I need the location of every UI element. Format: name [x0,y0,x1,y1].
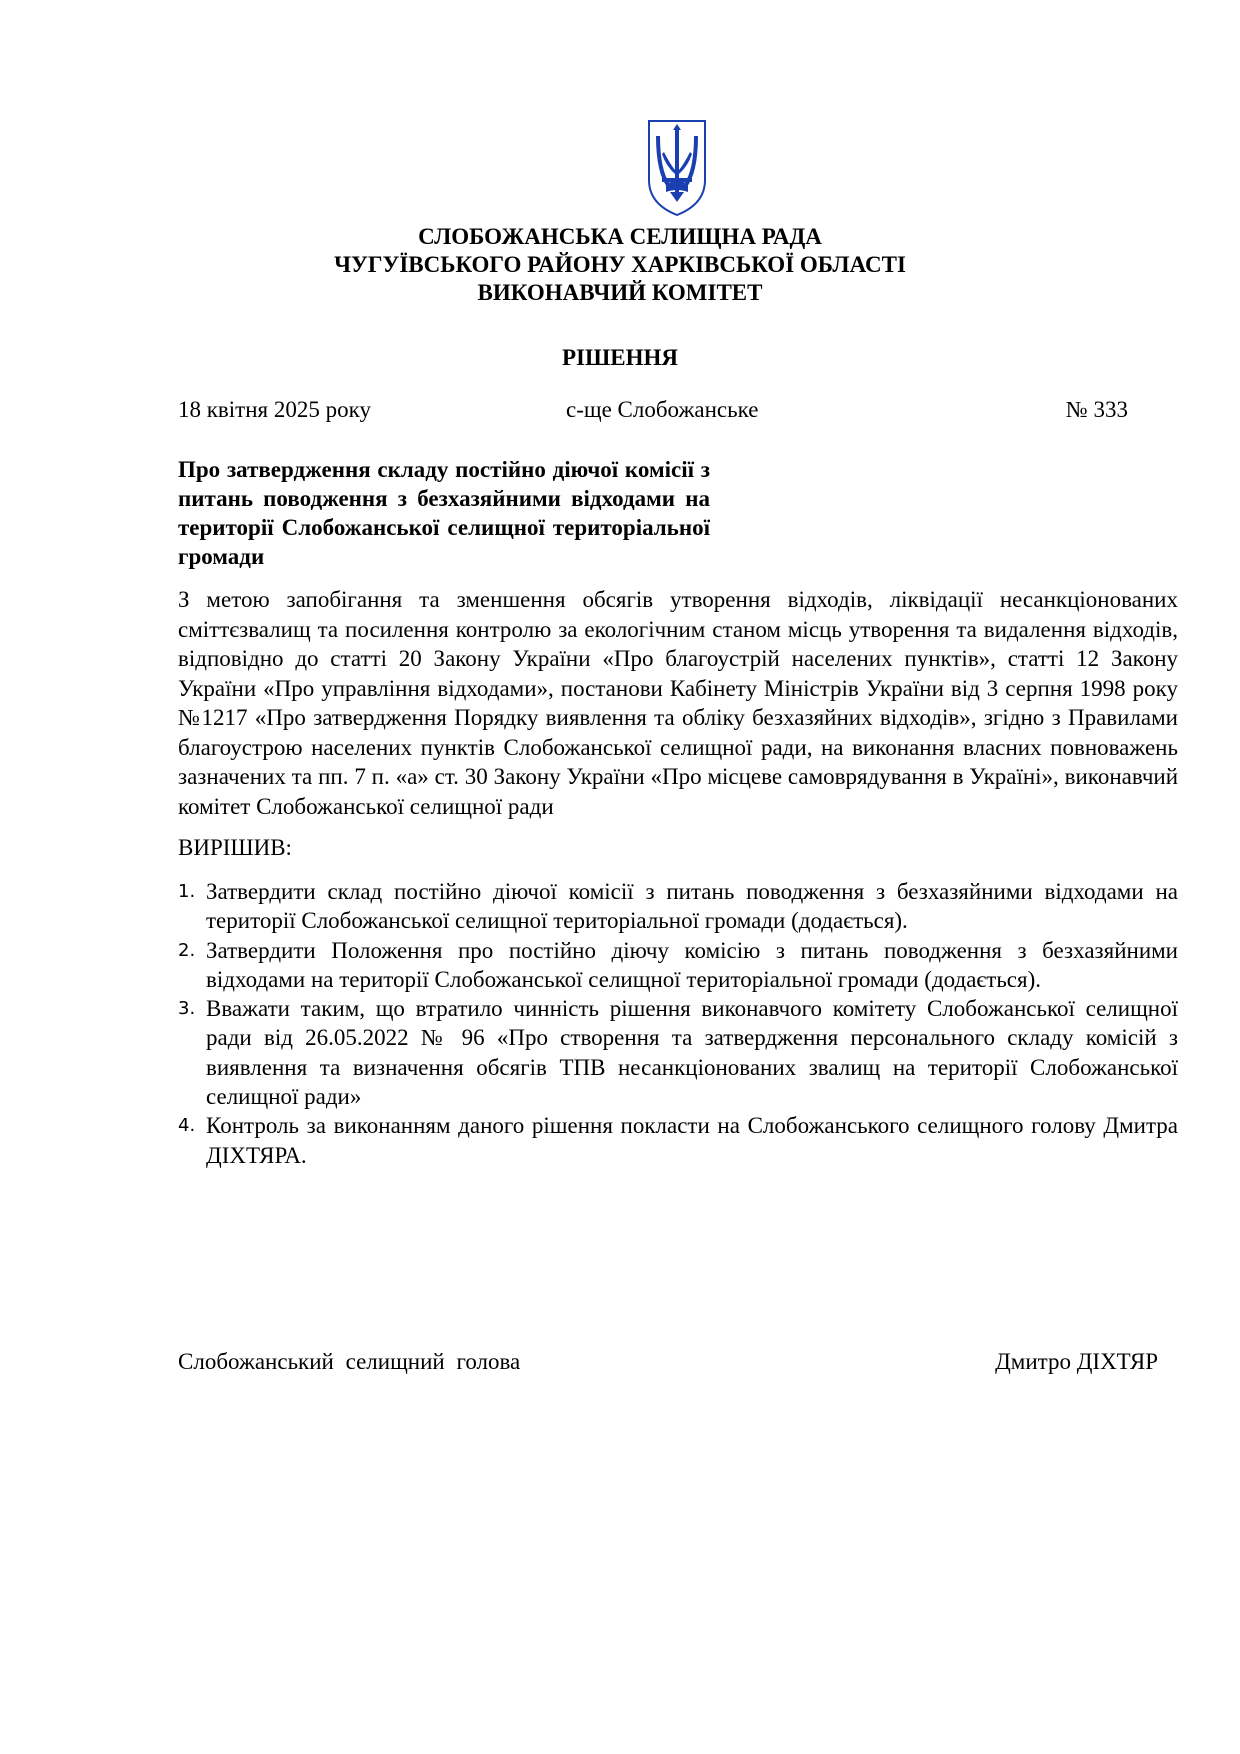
document-date: 18 квітня 2025 року [178,397,371,422]
item-number: 1. [178,881,196,902]
council-name: СЛОБОЖАНСЬКА СЕЛИЩНА РАДА [418,224,822,249]
list-item [178,994,1178,1111]
list-item [178,877,1178,936]
preamble-paragraph: З метою запобігання та зменшення обсягів утворення відходів, ліквідації несанкціонованих сміттєзвалищ та посилення контролю за екологічним станом місць утворення та видалення відходів, відповідно до статті 20 Закону України «Про благоустрій населених пунктів», статті 12 Закону України «Про управління відходами», постанови Кабінету Міністрів України від 3 серпня 1998 року №1217 «Про затвердження Порядку виявлення та обліку безхазяйних відходів», згідно з Правилами благоустрою населених пунктів Слобожанської селищної ради, на виконання власних повноважень зазначених та пп. 7 п. «а» ст. 30 Закону України «Про місцеве самоврядування в Україні», виконавчий комітет Слобожанської селищної ради [178,587,1178,819]
list-item [178,1111,1178,1170]
document-number: № 333 [1065,397,1128,422]
list-item [178,936,1178,995]
signatory-position: Слобожанський селищний голова [178,1349,521,1374]
document-place: с-ще Слобожанське [566,397,759,422]
document-meta [178,397,1128,427]
item-text: Контроль за виконанням даного рішення покласти на Слобожанського селищного голову Дмитра ДІХТЯРА. [206,1113,1178,1168]
item-number: 2. [178,939,196,961]
resolution-items [178,877,1178,1170]
item-number: 3. [178,998,196,1020]
organization-header [0,223,1240,307]
item-text: Затвердити Положення про постійно діючу комісію з питань поводження з безхазяйними відходами на території Слобожанської селищної територіальної громади (додається). [206,937,1178,992]
document-subject: Про затвердження складу постійно діючої комісії з питань поводження з безхазяйними відходами на території Слобожанської селищної територіальної громади [178,457,710,569]
item-text: Затвердити склад постійно діючої комісії з питань поводження з безхазяйними відходами на території Слобожанської селищної територіальної громади (додається). [206,879,1178,934]
signature-block [178,1349,1158,1379]
committee-name: ВИКОНАВЧИЙ КОМІТЕТ [477,280,763,305]
district-name: ЧУГУЇВСЬКОГО РАЙОНУ ХАРКІВСЬКОЇ ОБЛАСТІ [334,252,906,277]
item-text: Вважати таким, що втратило чинність рішення виконавчого комітету Слобожанської селищної ради від 26.05.2022 № 96 «Про створення та затвердження персонального складу комісій з виявлення та визначення обсягів ТПВ несанкціонованих звалищ на території Слобожанської селищної ради» [206,996,1178,1110]
document-type: РІШЕННЯ [562,345,678,370]
trident-coat-of-arms-icon [646,118,708,218]
item-number: 4. [178,1115,196,1137]
signatory-name: Дмитро ДІХТЯР [995,1349,1158,1374]
resolved-label: ВИРІШИВ: [178,835,292,860]
